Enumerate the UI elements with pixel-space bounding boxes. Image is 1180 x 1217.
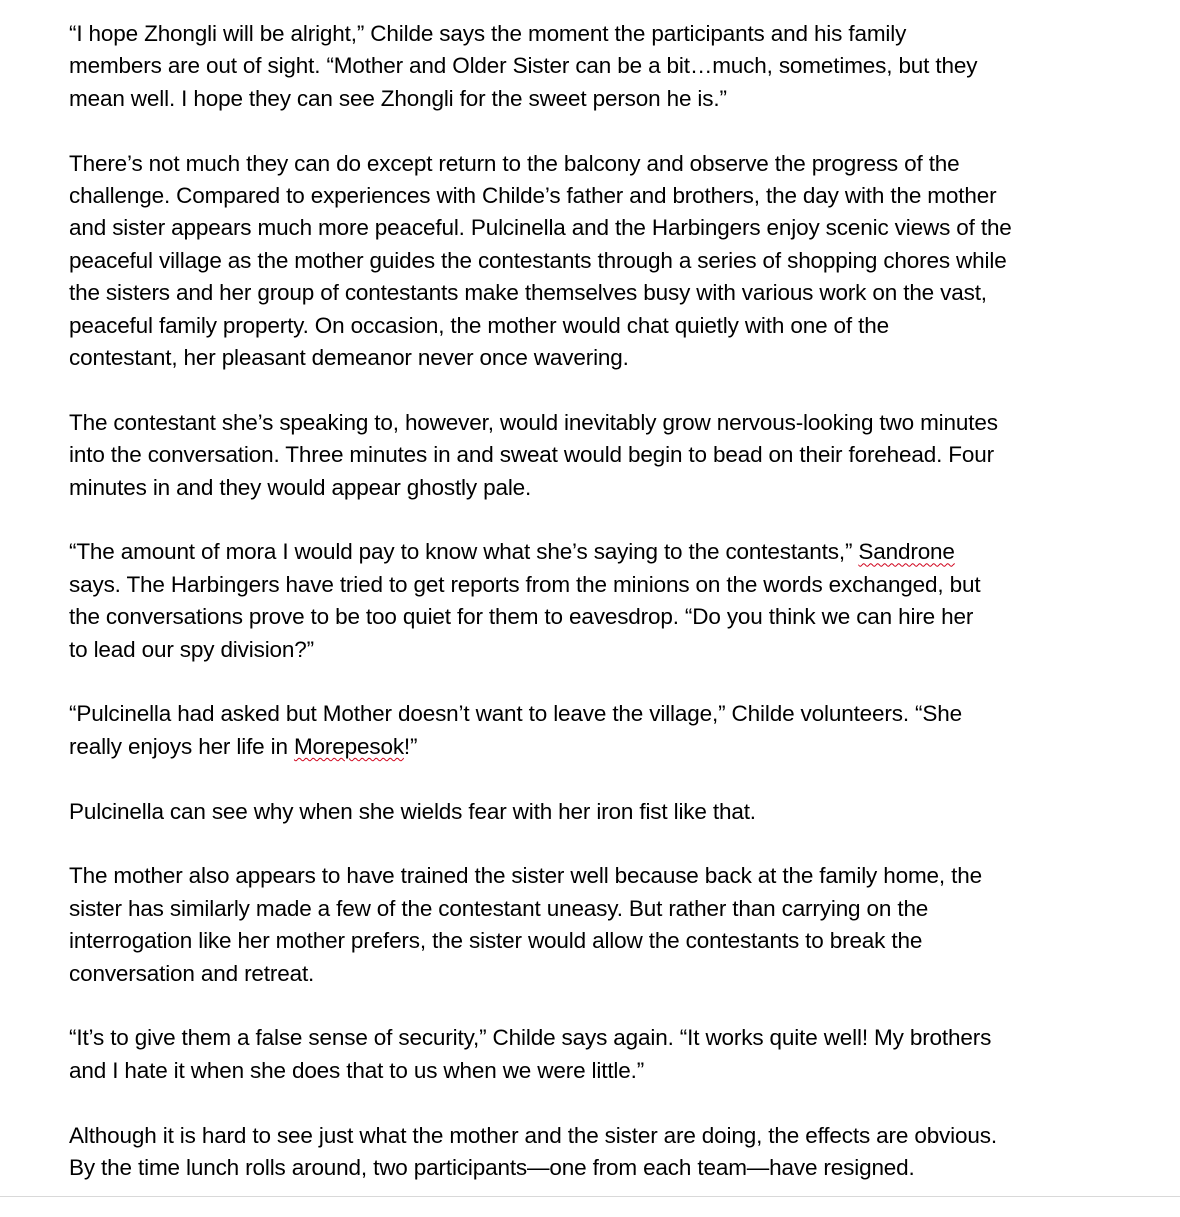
paragraph xyxy=(69,1022,1139,1087)
paragraph xyxy=(69,18,1139,115)
text-line: Although it is hard to see just what the mother and the sister are doing, the effects are obvious. xyxy=(69,1122,997,1148)
text-line: Pulcinella can see why when she wields fear with her iron fist like that. xyxy=(69,798,756,824)
text-line: says. The Harbingers have tried to get reports from the minions on the words exchanged, but xyxy=(69,571,981,597)
text-line: By the time lunch rolls around, two participants—one from each team—have resigned. xyxy=(69,1155,915,1181)
text-line: into the conversation. Three minutes in and sweat would begin to bead on their forehead. Four xyxy=(69,442,994,468)
text-line xyxy=(69,731,1139,763)
paragraph xyxy=(69,407,1139,504)
text-line: interrogation like her mother prefers, the sister would allow the contestants to break the xyxy=(69,928,923,954)
text-line: and sister appears much more peaceful. Pulcinella and the Harbingers enjoy scenic views of the xyxy=(69,215,1012,241)
text-line: mean well. I hope they can see Zhongli for the sweet person he is.” xyxy=(69,85,727,111)
text-line: The contestant she’s speaking to, however, would inevitably grow nervous-looking two minutes xyxy=(69,409,998,435)
paragraph xyxy=(69,148,1139,375)
text-line: to lead our spy division?” xyxy=(69,636,314,662)
text-line: and I hate it when she does that to us when we were little.” xyxy=(69,1057,645,1083)
text-line: challenge. Compared to experiences with Childe’s father and brothers, the day with the mother xyxy=(69,183,997,209)
paragraph xyxy=(69,698,1139,763)
document-page xyxy=(69,18,1139,1217)
text-line: conversation and retreat. xyxy=(69,960,315,986)
spellcheck-flagged-word[interactable]: Sandrone xyxy=(858,539,955,565)
text-line: There’s not much they can do except return to the balcony and observe the progress of the xyxy=(69,150,960,176)
text-line: sister has similarly made a few of the contestant uneasy. But rather than carrying on the xyxy=(69,895,929,921)
spellcheck-flagged-word[interactable]: Morepesok xyxy=(293,733,404,759)
text-line: members are out of sight. “Mother and Older Sister can be a bit…much, sometimes, but they xyxy=(69,53,978,79)
paragraph xyxy=(69,1120,1139,1185)
text-run: “The amount of mora I would pay to know what she’s saying to the contestants,” xyxy=(69,539,859,565)
text-line: “I hope Zhongli will be alright,” Childe says the moment the participants and his family xyxy=(69,21,907,46)
paragraph xyxy=(69,536,1139,666)
text-line: minutes in and they would appear ghostly pale. xyxy=(69,474,532,500)
text-line: peaceful village as the mother guides the contestants through a series of shopping chores while xyxy=(69,247,1007,273)
text-run: !” xyxy=(403,733,418,759)
paragraph xyxy=(69,796,1139,828)
page-bottom-divider xyxy=(0,1196,1180,1197)
text-line: contestant, her pleasant demeanor never once wavering. xyxy=(69,345,629,371)
text-line xyxy=(69,536,1139,568)
text-line: the conversations prove to be too quiet for them to eavesdrop. “Do you think we can hire her xyxy=(69,604,974,630)
text-line: “It’s to give them a false sense of security,” Childe says again. “It works quite well! My brothers xyxy=(69,1025,992,1051)
text-line: “Pulcinella had asked but Mother doesn’t want to leave the village,” Childe volunteers. “She xyxy=(69,701,962,727)
text-line: peaceful family property. On occasion, the mother would chat quietly with one of the xyxy=(69,312,889,338)
text-line: the sisters and her group of contestants make themselves busy with various work on the vast, xyxy=(69,280,987,306)
text-line: The mother also appears to have trained the sister well because back at the family home, the xyxy=(69,863,982,889)
text-run: really enjoys her life in xyxy=(69,733,294,759)
paragraph xyxy=(69,860,1139,990)
